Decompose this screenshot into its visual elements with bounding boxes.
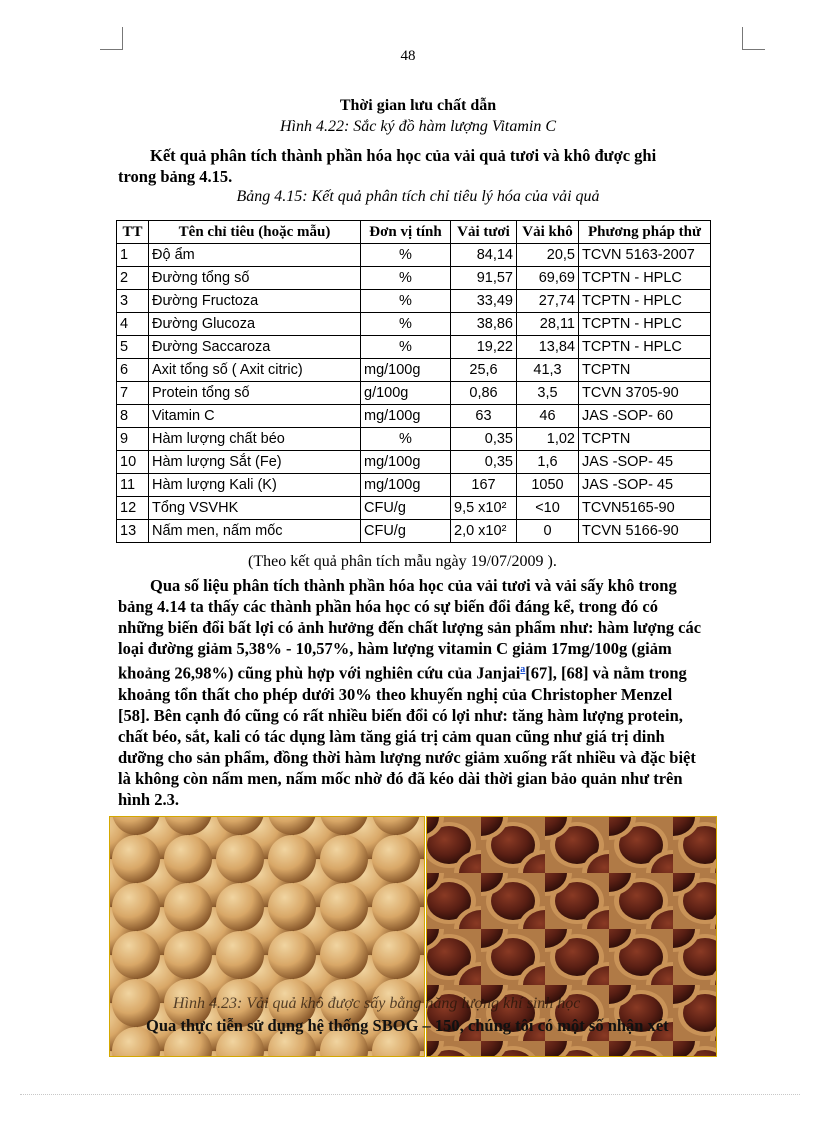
header-dried: Vải khô xyxy=(517,221,579,244)
discussion-line: chất béo, sắt, kali có tác dụng làm tăng giá trị cảm quan cũng như giá trị dinh xyxy=(118,726,665,746)
cell-unit: CFU/g xyxy=(361,497,451,520)
header-parameter: Tên chỉ tiêu (hoặc mẫu) xyxy=(149,221,361,244)
table-row xyxy=(117,336,711,359)
cell-parameter: Hàm lượng chất béo xyxy=(149,428,361,451)
intro-line-1: Kết quả phân tích thành phần hóa học của vải quả tươi và khô được ghi xyxy=(150,146,657,165)
cell-tt: 10 xyxy=(117,451,149,474)
cell-tt: 3 xyxy=(117,290,149,313)
intro-line-2: trong bảng 4.15. xyxy=(118,167,233,186)
cell-tt: 7 xyxy=(117,382,149,405)
cell-tt: 1 xyxy=(117,244,149,267)
cell-method: TCVN 3705-90 xyxy=(579,382,711,405)
discussion-line-with-ref xyxy=(118,659,738,684)
discussion-text: khoảng 26,98%) cũng phù hợp với nghiên cứu của Janjai xyxy=(118,663,521,683)
header-unit: Đơn vị tính xyxy=(361,221,451,244)
cell-tt: 5 xyxy=(117,336,149,359)
cell-dried: 69,69 xyxy=(517,267,579,290)
table-row xyxy=(117,290,711,313)
cell-fresh: 0,35 xyxy=(451,428,517,451)
cell-method: TCPTN xyxy=(579,359,711,382)
page-bottom-dotted-rule xyxy=(20,1094,800,1095)
cell-unit: mg/100g xyxy=(361,451,451,474)
discussion-line: là không còn nấm men, nấm mốc nhờ đó đã kéo dài thời gian bảo quản như trên xyxy=(118,768,683,788)
table-row xyxy=(117,267,711,290)
cell-method: TCPTN - HPLC xyxy=(579,290,711,313)
cell-dried: 3,5 xyxy=(517,382,579,405)
cell-fresh: 38,86 xyxy=(451,313,517,336)
page-number: 48 xyxy=(400,48,416,64)
cell-parameter: Đường Fructoza xyxy=(149,290,361,313)
cell-fresh: 63 xyxy=(451,405,517,428)
cell-method: JAS -SOP- 45 xyxy=(579,474,711,497)
cell-unit: g/100g xyxy=(361,382,451,405)
cell-parameter: Hàm lượng Kali (K) xyxy=(149,474,361,497)
chemical-analysis-table xyxy=(116,220,711,543)
discussion-line: khoảng tổn thất cho phép dưới 30% theo khuyến nghị của Christopher Menzel xyxy=(118,684,673,704)
cell-tt: 13 xyxy=(117,520,149,543)
table-row xyxy=(117,428,711,451)
cell-fresh: 25,6 xyxy=(451,359,517,382)
header-fresh: Vải tươi xyxy=(451,221,517,244)
cell-fresh: 19,22 xyxy=(451,336,517,359)
table-row xyxy=(117,382,711,405)
chromatogram-axis-title: Thời gian lưu chất dẫn xyxy=(339,97,497,114)
cell-fresh: 84,14 xyxy=(451,244,517,267)
cell-tt: 6 xyxy=(117,359,149,382)
cell-unit: % xyxy=(361,290,451,313)
cell-dried: 1,6 xyxy=(517,451,579,474)
overlay-paragraph-line: Qua thực tiễn sử dụng hệ thống SBOG – 150, chúng tôi có một số nhận xét xyxy=(146,1016,669,1035)
cell-unit: mg/100g xyxy=(361,474,451,497)
discussion-line: [58]. Bên cạnh đó cũng có rất nhiều biến đổi có lợi như: tăng hàm lượng protein, xyxy=(118,705,683,725)
cell-unit: mg/100g xyxy=(361,405,451,428)
table-row xyxy=(117,359,711,382)
discussion-line: hình 2.3. xyxy=(118,789,179,809)
cell-dried: 46 xyxy=(517,405,579,428)
table-row xyxy=(117,451,711,474)
cell-fresh: 167 xyxy=(451,474,517,497)
discussion-line: bảng 4.14 ta thấy các thành phần hóa học có sự biến đổi đáng kể, trong đó có xyxy=(118,597,658,616)
cell-tt: 12 xyxy=(117,497,149,520)
cell-method: TCPTN xyxy=(579,428,711,451)
cell-fresh: 9,5 x10² xyxy=(451,497,517,520)
cell-tt: 2 xyxy=(117,267,149,290)
cell-fresh: 0,86 xyxy=(451,382,517,405)
cell-unit: mg/100g xyxy=(361,359,451,382)
table-row xyxy=(117,474,711,497)
cell-unit: % xyxy=(361,267,451,290)
cell-parameter: Protein tổng số xyxy=(149,382,361,405)
cell-tt: 4 xyxy=(117,313,149,336)
table-row xyxy=(117,520,711,543)
cell-unit: % xyxy=(361,336,451,359)
cell-dried: 28,11 xyxy=(517,313,579,336)
cell-unit: % xyxy=(361,244,451,267)
cell-dried: 20,5 xyxy=(517,244,579,267)
cell-parameter: Độ ẩm xyxy=(149,244,361,267)
table-row xyxy=(117,313,711,336)
cell-fresh: 2,0 x10² xyxy=(451,520,517,543)
table-caption: Bảng 4.15: Kết quả phân tích chỉ tiêu lý hóa của vải quả xyxy=(236,188,600,205)
table-row xyxy=(117,405,711,428)
header-tt: TT xyxy=(117,221,149,244)
cell-method: TCPTN - HPLC xyxy=(579,336,711,359)
cell-tt: 8 xyxy=(117,405,149,428)
intro-paragraph xyxy=(118,145,738,187)
cell-parameter: Axit tổng số ( Axit citric) xyxy=(149,359,361,382)
table-row xyxy=(117,497,711,520)
discussion-text: [67], [68] và nằm trong xyxy=(525,663,687,683)
discussion-line: loại đường giảm 5,38% - 10,57%, hàm lượng vitamin C giảm 17mg/100g (giảm xyxy=(118,639,672,658)
cell-unit: % xyxy=(361,428,451,451)
footnote-link[interactable]: a xyxy=(520,664,526,675)
cell-dried: 27,74 xyxy=(517,290,579,313)
cell-parameter: Nấm men, nấm mốc xyxy=(149,520,361,543)
cell-method: TCVN 5166-90 xyxy=(579,520,711,543)
discussion-line: Qua số liệu phân tích thành phần hóa học của vải tươi và vải sấy khô trong xyxy=(150,576,677,595)
cell-dried: <10 xyxy=(517,497,579,520)
cell-method: TCPTN - HPLC xyxy=(579,313,711,336)
figure-4-22-caption: Hình 4.22: Sắc ký đồ hàm lượng Vitamin C xyxy=(279,118,557,135)
cell-parameter: Hàm lượng Sắt (Fe) xyxy=(149,451,361,474)
cell-method: JAS -SOP- 60 xyxy=(579,405,711,428)
cell-fresh: 91,57 xyxy=(451,267,517,290)
cell-unit: CFU/g xyxy=(361,520,451,543)
cell-parameter: Đường Saccaroza xyxy=(149,336,361,359)
cell-parameter: Vitamin C xyxy=(149,405,361,428)
cell-tt: 11 xyxy=(117,474,149,497)
cell-dried: 0 xyxy=(517,520,579,543)
figure-4-23-caption: Hình 4.23: Vải quả khô được sấy bằng năng lượng khí sinh học xyxy=(173,995,581,1012)
discussion-line: dưỡng cho sản phẩm, đồng thời hàm lượng nước giảm xuống rất nhiều và đặc biệt xyxy=(118,747,696,767)
cell-method: TCVN 5163-2007 xyxy=(579,244,711,267)
cell-parameter: Đường Glucoza xyxy=(149,313,361,336)
cell-method: TCPTN - HPLC xyxy=(579,267,711,290)
cell-parameter: Đường tổng số xyxy=(149,267,361,290)
cell-fresh: 33,49 xyxy=(451,290,517,313)
discussion-line: những biến đổi bất lợi có ảnh hưởng đến chất lượng sản phẩm như: hàm lượng các xyxy=(118,618,702,637)
cell-dried: 1050 xyxy=(517,474,579,497)
cell-fresh: 0,35 xyxy=(451,451,517,474)
cell-tt: 9 xyxy=(117,428,149,451)
cell-parameter: Tổng VSVHK xyxy=(149,497,361,520)
discussion-paragraph xyxy=(118,575,738,810)
source-note: (Theo kết quả phân tích mẫu ngày 19/07/2009 ). xyxy=(248,553,557,570)
cell-method: TCVN5165-90 xyxy=(579,497,711,520)
cell-unit: % xyxy=(361,313,451,336)
cell-dried: 1,02 xyxy=(517,428,579,451)
header-method: Phương pháp thử xyxy=(579,221,711,244)
table-row xyxy=(117,244,711,267)
cell-method: JAS -SOP- 45 xyxy=(579,451,711,474)
cell-dried: 13,84 xyxy=(517,336,579,359)
cell-dried: 41,3 xyxy=(517,359,579,382)
table-header-row xyxy=(117,221,711,244)
page-corner-mark-left xyxy=(100,27,123,50)
page-corner-mark-right xyxy=(742,27,765,50)
